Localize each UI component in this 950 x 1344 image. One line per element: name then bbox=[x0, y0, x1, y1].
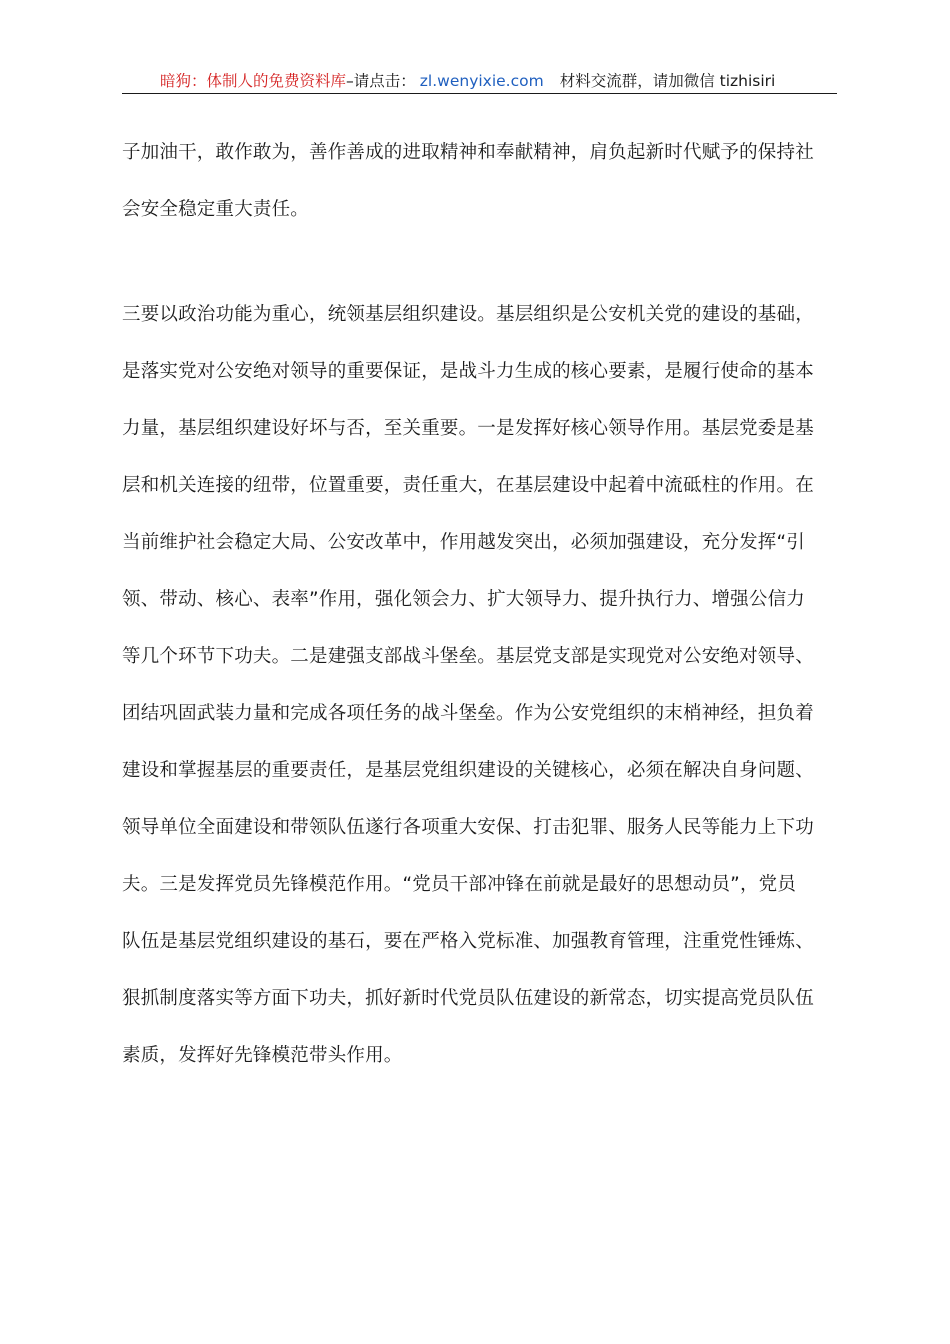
text-line: 团结巩固武装力量和完成各项任务的战斗堡垒。作为公安党组织的末梢神经，担负着 bbox=[122, 703, 814, 724]
paragraph-2 bbox=[122, 286, 838, 1084]
text-line: 领、带动、核心、表率”作用，强化领会力、扩大领导力、提升执行力、增强公信力 bbox=[122, 589, 805, 610]
header-divider bbox=[122, 93, 837, 94]
text-line: 等几个环节下功夫。二是建强支部战斗堡垒。基层党支部是实现党对公安绝对领导、 bbox=[122, 646, 814, 667]
text-line: 三要以政治功能为重心，统领基层组织建设。基层组织是公安机关党的建设的基础， bbox=[122, 304, 814, 325]
text-line: 当前维护社会稳定大局、公安改革中，作用越发突出，必须加强建设，充分发挥“引 bbox=[122, 532, 805, 553]
page-header bbox=[122, 70, 837, 92]
text-line: 素质，发挥好先锋模范带头作用。 bbox=[122, 1045, 403, 1066]
text-line: 队伍是基层党组织建设的基石，要在严格入党标准、加强教育管理，注重党性锤炼、 bbox=[122, 931, 814, 952]
text-line: 建设和掌握基层的重要责任，是基层党组织建设的关键核心，必须在解决自身问题、 bbox=[122, 760, 814, 781]
paragraph-1 bbox=[122, 124, 838, 238]
header-contact: 材料交流群，请加微信 tizhisiri bbox=[559, 72, 776, 90]
text-line: 层和机关连接的纽带，位置重要，责任重大，在基层建设中起着中流砥柱的作用。在 bbox=[122, 475, 814, 496]
text-line: 夫。三是发挥党员先锋模范作用。“党员干部冲锋在前就是最好的思想动员”，党员 bbox=[122, 874, 797, 895]
header-brand: 暗狗：体制人的免费资料库 bbox=[160, 72, 347, 90]
text-line: 狠抓制度落实等方面下功夫，抓好新时代党员队伍建设的新常态，切实提高党员队伍 bbox=[122, 988, 814, 1009]
text-line: 子加油干，敢作敢为，善作善成的进取精神和奉献精神，肩负起新时代赋予的保持社 bbox=[122, 142, 814, 163]
header-prompt: –请点击： bbox=[346, 72, 416, 90]
text-line: 力量，基层组织建设好坏与否，至关重要。一是发挥好核心领导作用。基层党委是基 bbox=[122, 418, 814, 439]
text-line: 领导单位全面建设和带领队伍遂行各项重大安保、打击犯罪、服务人民等能力上下功 bbox=[122, 817, 814, 838]
header-link[interactable]: zl.wenyixie.com bbox=[419, 72, 544, 90]
text-line: 会安全稳定重大责任。 bbox=[122, 199, 310, 220]
text-line: 是落实党对公安绝对领导的重要保证，是战斗力生成的核心要素，是履行使命的基本 bbox=[122, 361, 814, 382]
